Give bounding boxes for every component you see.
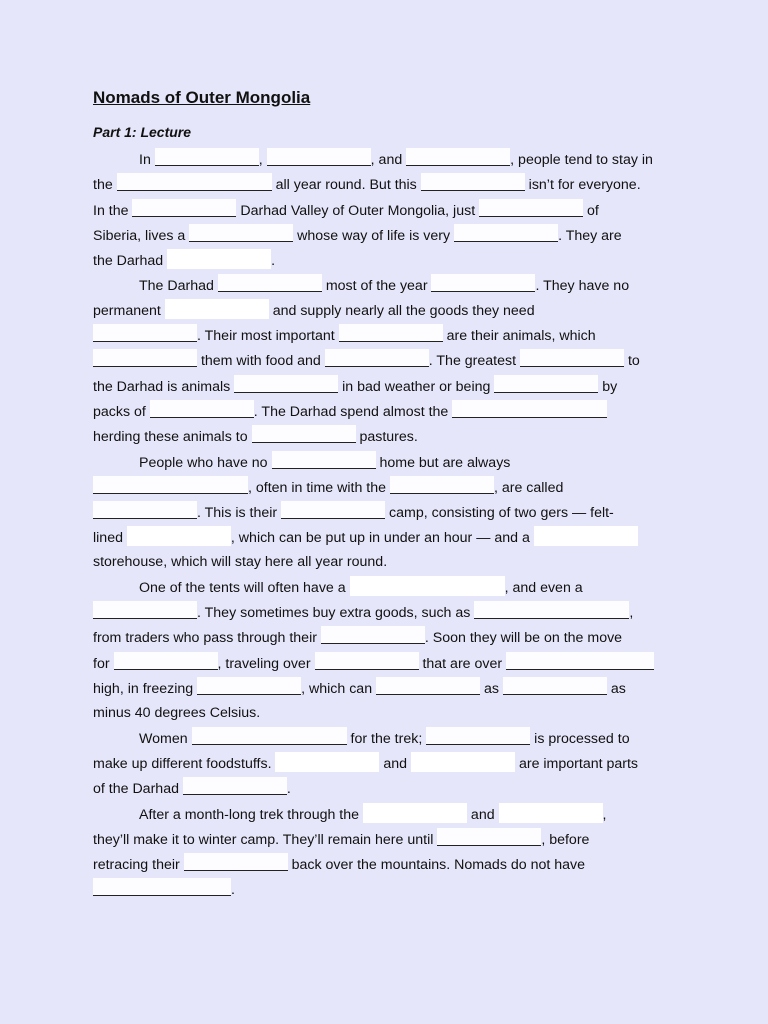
line-text: most of the year <box>321 278 432 294</box>
blank-field[interactable] <box>93 501 197 519</box>
line-text: of the Darhad <box>93 781 183 797</box>
blank-field[interactable] <box>218 274 322 292</box>
line-text: to <box>624 353 640 369</box>
line-text: , often in time with the <box>248 480 390 496</box>
blank-field[interactable] <box>155 148 259 166</box>
blank-field[interactable] <box>275 752 379 772</box>
line-text: , people tend to stay in <box>510 152 653 168</box>
line-text: In <box>139 152 155 168</box>
line-text: , are called <box>493 480 564 496</box>
line-text: in bad weather or being <box>338 379 495 395</box>
blank-field[interactable] <box>93 476 248 494</box>
blank-field[interactable] <box>534 526 638 546</box>
line-text: lined <box>93 530 127 546</box>
text-line <box>93 476 563 498</box>
line-text: are important parts <box>515 756 639 772</box>
line-text: pastures. <box>355 429 418 445</box>
text-line <box>93 324 596 346</box>
blank-field[interactable] <box>189 224 293 242</box>
line-text: . This is their <box>197 505 282 521</box>
line-text: In the <box>93 203 133 219</box>
blank-field[interactable] <box>93 878 231 896</box>
line-text: that are over <box>418 656 507 672</box>
text-line <box>93 349 640 371</box>
line-text: Siberia, lives a <box>93 228 190 244</box>
line-text: for <box>93 656 114 672</box>
blank-field[interactable] <box>93 601 197 619</box>
blank-field[interactable] <box>421 173 525 191</box>
blank-field[interactable] <box>132 199 236 217</box>
blank-field[interactable] <box>321 626 425 644</box>
blank-field[interactable] <box>165 299 269 319</box>
blank-field[interactable] <box>376 677 480 695</box>
text-line <box>139 274 629 296</box>
line-text: , before <box>541 832 590 848</box>
line-text: . They are <box>558 228 622 244</box>
blank-field[interactable] <box>267 148 371 166</box>
blank-field[interactable] <box>503 677 607 695</box>
line-text: . <box>286 781 291 797</box>
line-text: . The greatest <box>428 353 520 369</box>
text-line <box>93 752 638 774</box>
line-text: the Darhad is animals <box>93 379 235 395</box>
line-text: from traders who pass through their <box>93 630 321 646</box>
line-text: The Darhad <box>139 278 218 294</box>
text-line <box>139 576 583 598</box>
blank-field[interactable] <box>520 349 624 367</box>
line-text: are their animals, which <box>442 328 596 344</box>
line-text: is processed to <box>530 731 630 747</box>
text-line <box>93 878 235 900</box>
section-heading: Part 1: Lecture <box>93 124 192 140</box>
text-line <box>93 551 387 573</box>
text-line <box>93 626 622 648</box>
line-text: , <box>629 605 634 621</box>
blank-field[interactable] <box>506 652 654 670</box>
text-line <box>93 777 291 799</box>
page-title: Nomads of Outer Mongolia <box>93 88 311 107</box>
blank-field[interactable] <box>167 249 271 269</box>
text-line <box>93 400 607 422</box>
blank-field[interactable] <box>150 400 254 418</box>
blank-field[interactable] <box>252 425 356 443</box>
text-line <box>93 249 275 271</box>
blank-field[interactable] <box>474 601 629 619</box>
text-line <box>93 425 418 447</box>
line-text: isn’t for everyone. <box>524 177 641 193</box>
text-line <box>93 702 260 724</box>
line-text: herding these animals to <box>93 429 252 445</box>
blank-field[interactable] <box>114 652 218 670</box>
line-text: permanent <box>93 303 165 319</box>
blank-field[interactable] <box>272 451 376 469</box>
line-text: camp, consisting of two gers — felt- <box>385 505 614 521</box>
text-line <box>93 224 622 246</box>
line-text: for the trek; <box>346 731 427 747</box>
blank-field[interactable] <box>411 752 515 772</box>
blank-field[interactable] <box>426 727 530 745</box>
blank-field[interactable] <box>127 526 231 546</box>
blank-field[interactable] <box>479 199 583 217</box>
line-text: and <box>379 756 412 772</box>
text-line <box>93 299 535 321</box>
blank-field[interactable] <box>406 148 510 166</box>
line-text: , and <box>370 152 407 168</box>
text-line <box>93 601 633 623</box>
line-text: and supply nearly all the goods they need <box>268 303 535 319</box>
text-line <box>93 526 638 548</box>
blank-field[interactable] <box>183 777 287 795</box>
line-text: , and even a <box>504 580 583 596</box>
blank-field[interactable] <box>184 853 288 871</box>
line-text: Women <box>139 731 192 747</box>
blank-field[interactable] <box>339 324 443 342</box>
blank-field[interactable] <box>390 476 494 494</box>
blank-field[interactable] <box>93 324 197 342</box>
line-text: After a month-long trek through the <box>139 807 363 823</box>
blank-field[interactable] <box>234 375 338 393</box>
text-line <box>93 828 589 850</box>
line-text: by <box>598 379 618 395</box>
text-line <box>93 652 654 674</box>
line-text: , which can be put up in under an hour — and a <box>230 530 534 546</box>
blank-field[interactable] <box>437 828 541 846</box>
line-text: them with food and <box>197 353 325 369</box>
blank-field[interactable] <box>315 652 419 670</box>
text-line <box>93 173 641 195</box>
line-text: retracing their <box>93 857 184 873</box>
line-text: minus 40 degrees Celsius. <box>93 705 261 721</box>
line-text: home but are always <box>375 455 511 471</box>
line-text: of <box>583 203 599 219</box>
line-text: high, in freezing <box>93 681 198 697</box>
text-line <box>93 375 617 397</box>
line-text: and <box>466 807 499 823</box>
blank-field[interactable] <box>499 803 603 823</box>
line-text: One of the tents will often have a <box>139 580 350 596</box>
line-text: storehouse, which will stay here all year round. <box>93 554 388 570</box>
line-text: make up different foodstuffs. <box>93 756 276 772</box>
blank-field[interactable] <box>350 576 505 596</box>
blank-field[interactable] <box>452 400 607 418</box>
text-line <box>93 501 614 523</box>
blank-field[interactable] <box>454 224 558 242</box>
blank-field[interactable] <box>192 727 347 745</box>
line-text: . They sometimes buy extra goods, such as <box>197 605 475 621</box>
line-text: back over the mountains. Nomads do not have <box>287 857 586 873</box>
line-text: as <box>480 681 503 697</box>
line-text: . Their most important <box>197 328 339 344</box>
blank-field[interactable] <box>363 803 467 823</box>
line-text: . The Darhad spend almost the <box>253 404 453 420</box>
line-text: , traveling over <box>217 656 315 672</box>
line-text: packs of <box>93 404 150 420</box>
line-text: , which can <box>301 681 377 697</box>
blank-field[interactable] <box>93 349 197 367</box>
text-line <box>139 727 630 749</box>
text-line <box>139 451 510 473</box>
line-text: all year round. But this <box>271 177 421 193</box>
line-text: , <box>602 807 607 823</box>
line-text: . <box>231 882 235 898</box>
line-text: . They have no <box>535 278 630 294</box>
text-line <box>139 148 653 170</box>
line-text: People who have no <box>139 455 272 471</box>
blank-field[interactable] <box>197 677 301 695</box>
blank-field[interactable] <box>494 375 598 393</box>
line-text: . Soon they will be on the move <box>424 630 623 646</box>
line-text: , <box>258 152 267 168</box>
line-text: the Darhad <box>93 253 168 269</box>
line-text: Darhad Valley of Outer Mongolia, just <box>236 203 480 219</box>
blank-field[interactable] <box>325 349 429 367</box>
line-text: as <box>606 681 626 697</box>
text-line <box>93 677 626 699</box>
blank-field[interactable] <box>431 274 535 292</box>
blank-field[interactable] <box>281 501 385 519</box>
line-text: . <box>271 253 276 269</box>
text-line <box>93 853 585 875</box>
line-text: they’ll make it to winter camp. They’ll remain here until <box>93 832 438 848</box>
line-text: whose way of life is very <box>293 228 455 244</box>
line-text: the <box>93 177 117 193</box>
blank-field[interactable] <box>117 173 272 191</box>
text-line <box>93 199 599 221</box>
text-line <box>139 803 607 825</box>
